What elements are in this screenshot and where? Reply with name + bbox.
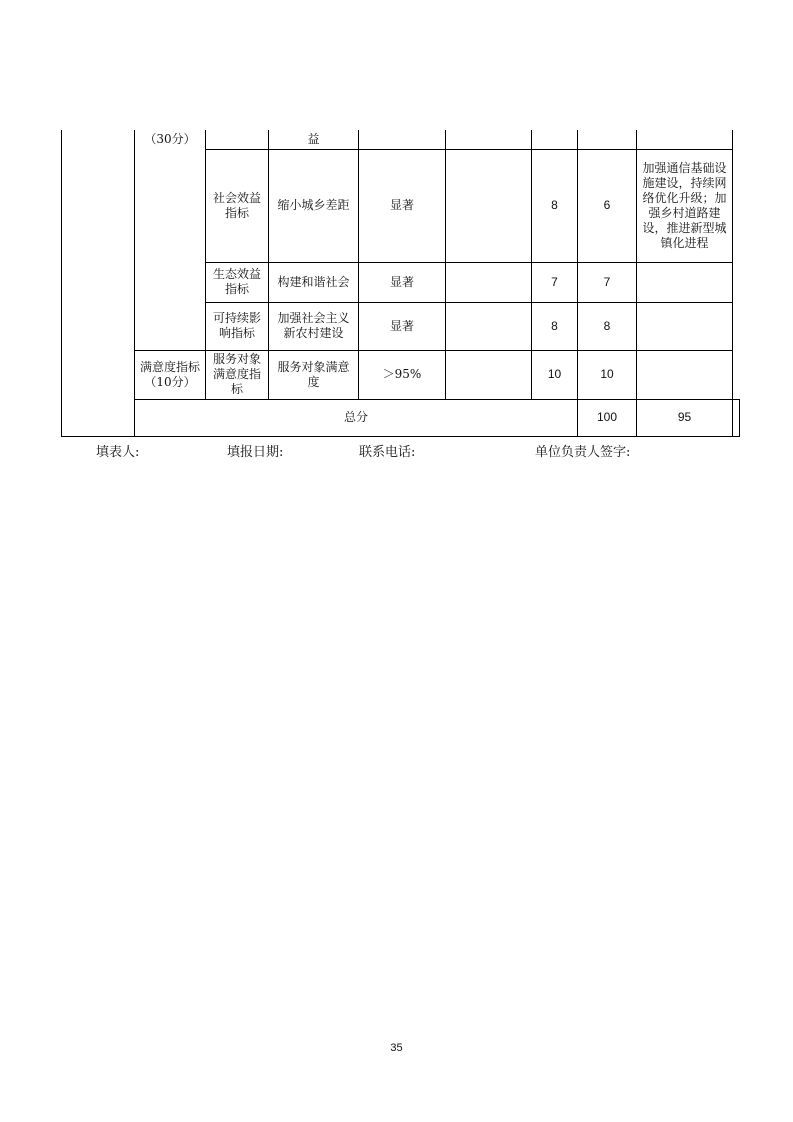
total-row [62,399,740,436]
actual-cell [446,302,532,350]
weight-cell [532,130,578,149]
indicator-cell: 益 [269,130,359,149]
category-cell: 生态效益指标 [206,262,269,302]
date-label: 填报日期: [227,445,284,460]
second-level-top-cell: （30分） [135,130,206,350]
note-cell [637,130,733,149]
weight-cell: 8 [532,149,578,262]
actual-cell [446,350,532,399]
weight-cell: 8 [532,302,578,350]
phone-label: 联系电话: [359,445,416,460]
second-level-satisfaction-cell: 满意度指标（10分） [135,350,206,399]
weight-cell: 10 [532,350,578,399]
indicator-cell: 加强社会主义新农村建设 [269,302,359,350]
score-cell [578,130,637,149]
score-cell: 7 [578,262,637,302]
third-level-cell [206,130,269,149]
total-label-cell: 总分 [135,399,578,436]
score-cell: 8 [578,302,637,350]
actual-cell [446,130,532,149]
signature-label: 单位负责人签字: [535,445,631,460]
score-cell: 6 [578,149,637,262]
total-score-cell: 95 [637,399,733,436]
category-cell: 服务对象满意度指标 [206,350,269,399]
target-cell: 显著 [359,149,446,262]
target-cell [359,130,446,149]
target-cell: ＞95% [359,350,446,399]
table-row [62,130,740,149]
target-cell: 显著 [359,302,446,350]
note-cell [637,350,733,399]
total-note-cell [733,399,740,436]
form-footer [0,441,793,461]
first-level-cell [62,130,135,436]
note-cell: 加强通信基础设施建设，持续网络优化升级；加强乡村道路建设，推进新型城镇化进程 [637,149,733,262]
table-row [62,350,740,399]
category-cell: 可持续影响指标 [206,302,269,350]
performance-table [61,130,740,437]
total-weight-cell: 100 [578,399,637,436]
note-cell [637,302,733,350]
actual-cell [446,262,532,302]
indicator-cell: 服务对象满意度 [269,350,359,399]
indicator-cell: 缩小城乡差距 [269,149,359,262]
target-cell: 显著 [359,262,446,302]
category-cell: 社会效益指标 [206,149,269,262]
note-cell [637,262,733,302]
actual-cell [446,149,532,262]
filler-label: 填表人: [96,445,140,460]
page-number: 35 [390,1042,403,1054]
indicator-cell: 构建和谐社会 [269,262,359,302]
weight-cell: 7 [532,262,578,302]
score-cell: 10 [578,350,637,399]
